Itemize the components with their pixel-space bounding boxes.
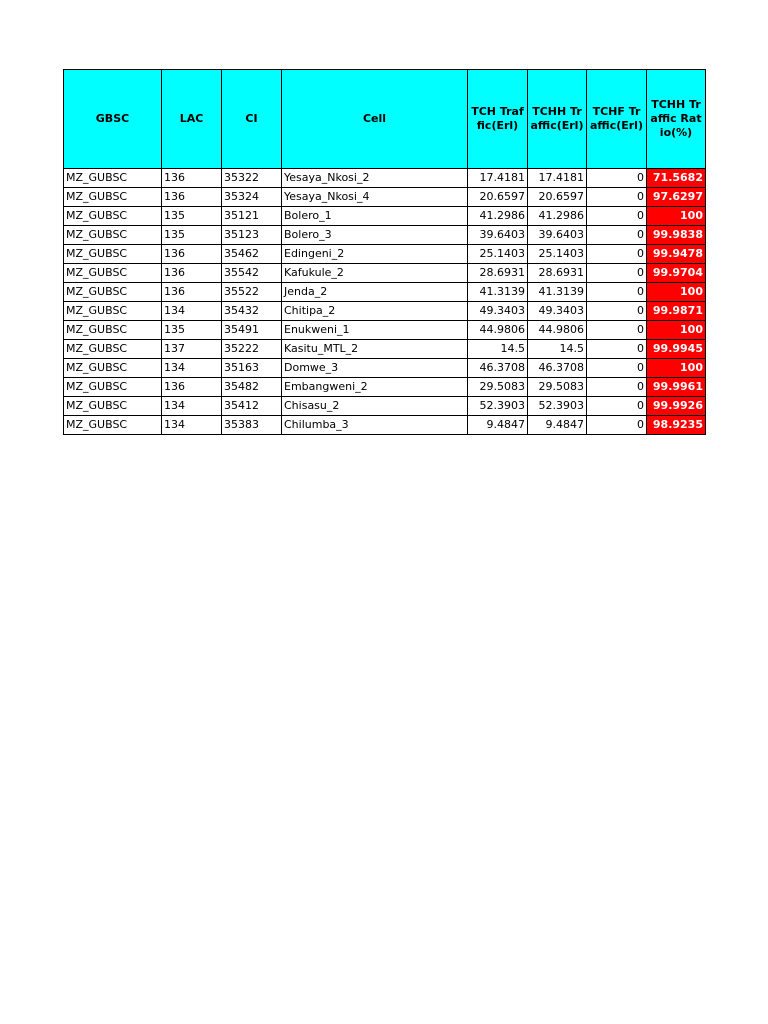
cell-tchh-ratio: 99.9478 [647, 245, 706, 264]
cell-lac: 136 [162, 245, 222, 264]
cell-tchh-traffic: 25.1403 [528, 245, 587, 264]
cell-name: Edingeni_2 [282, 245, 468, 264]
cell-tchh-ratio: 100 [647, 283, 706, 302]
cell-name: Enukweni_1 [282, 321, 468, 340]
cell-tch-traffic: 41.3139 [468, 283, 528, 302]
cell-lac: 136 [162, 378, 222, 397]
table-row [64, 397, 706, 416]
cell-tchf-traffic: 0 [587, 416, 647, 435]
cell-tchh-ratio: 99.9945 [647, 340, 706, 359]
cell-lac: 135 [162, 207, 222, 226]
cell-name: Chisasu_2 [282, 397, 468, 416]
cell-tchh-ratio: 100 [647, 359, 706, 378]
cell-tch-traffic: 28.6931 [468, 264, 528, 283]
cell-tchh-traffic: 41.2986 [528, 207, 587, 226]
cell-name: Domwe_3 [282, 359, 468, 378]
cell-lac: 134 [162, 416, 222, 435]
cell-tchh-traffic: 20.6597 [528, 188, 587, 207]
cell-tch-traffic: 29.5083 [468, 378, 528, 397]
cell-tchf-traffic: 0 [587, 378, 647, 397]
cell-gbsc: MZ_GUBSC [64, 302, 162, 321]
cell-tch-traffic: 9.4847 [468, 416, 528, 435]
cell-tchh-traffic: 41.3139 [528, 283, 587, 302]
cell-ci: 35432 [222, 302, 282, 321]
cell-tchh-traffic: 39.6403 [528, 226, 587, 245]
cell-lac: 136 [162, 283, 222, 302]
cell-gbsc: MZ_GUBSC [64, 321, 162, 340]
table-row [64, 245, 706, 264]
cell-tchh-traffic: 17.4181 [528, 169, 587, 188]
cell-name: Yesaya_Nkosi_4 [282, 188, 468, 207]
cell-gbsc: MZ_GUBSC [64, 283, 162, 302]
cell-name: Chitipa_2 [282, 302, 468, 321]
table-row [64, 207, 706, 226]
cell-gbsc: MZ_GUBSC [64, 359, 162, 378]
cell-tchh-ratio: 97.6297 [647, 188, 706, 207]
table-row [64, 321, 706, 340]
cell-ci: 35491 [222, 321, 282, 340]
table-row [64, 359, 706, 378]
header-lac: LAC [162, 70, 222, 169]
cell-gbsc: MZ_GUBSC [64, 340, 162, 359]
cell-gbsc: MZ_GUBSC [64, 397, 162, 416]
header-gbsc: GBSC [64, 70, 162, 169]
table-row [64, 416, 706, 435]
cell-ci: 35542 [222, 264, 282, 283]
cell-tchh-traffic: 44.9806 [528, 321, 587, 340]
cell-lac: 136 [162, 169, 222, 188]
cell-tchf-traffic: 0 [587, 188, 647, 207]
cell-tchf-traffic: 0 [587, 397, 647, 416]
cell-ci: 35123 [222, 226, 282, 245]
cell-ci: 35322 [222, 169, 282, 188]
cell-ci: 35462 [222, 245, 282, 264]
cell-lac: 136 [162, 188, 222, 207]
cell-tchh-traffic: 9.4847 [528, 416, 587, 435]
cell-lac: 134 [162, 359, 222, 378]
cell-tch-traffic: 14.5 [468, 340, 528, 359]
cell-tch-traffic: 46.3708 [468, 359, 528, 378]
cell-lac: 134 [162, 397, 222, 416]
cell-gbsc: MZ_GUBSC [64, 169, 162, 188]
cell-tchf-traffic: 0 [587, 302, 647, 321]
cell-tchf-traffic: 0 [587, 283, 647, 302]
cell-tchh-traffic: 29.5083 [528, 378, 587, 397]
cell-lac: 135 [162, 321, 222, 340]
cell-lac: 135 [162, 226, 222, 245]
cell-ci: 35121 [222, 207, 282, 226]
header-ci: CI [222, 70, 282, 169]
cell-name: Bolero_1 [282, 207, 468, 226]
cell-gbsc: MZ_GUBSC [64, 207, 162, 226]
cell-ci: 35522 [222, 283, 282, 302]
cell-tch-traffic: 41.2986 [468, 207, 528, 226]
cell-gbsc: MZ_GUBSC [64, 245, 162, 264]
table-row [64, 169, 706, 188]
cell-ci: 35482 [222, 378, 282, 397]
cell-name: Bolero_3 [282, 226, 468, 245]
cell-tch-traffic: 20.6597 [468, 188, 528, 207]
header-tch-traffic: TCH Traffic(Erl) [468, 70, 528, 169]
cell-gbsc: MZ_GUBSC [64, 264, 162, 283]
cell-ci: 35324 [222, 188, 282, 207]
cell-tchh-traffic: 46.3708 [528, 359, 587, 378]
cell-tchh-traffic: 52.3903 [528, 397, 587, 416]
cell-tchh-ratio: 99.9704 [647, 264, 706, 283]
cell-tch-traffic: 49.3403 [468, 302, 528, 321]
cell-tchh-ratio: 99.9838 [647, 226, 706, 245]
cell-gbsc: MZ_GUBSC [64, 416, 162, 435]
header-cell: Cell [282, 70, 468, 169]
header-tchf-traffic: TCHF Traffic(Erl) [587, 70, 647, 169]
cell-gbsc: MZ_GUBSC [64, 378, 162, 397]
cell-name: Jenda_2 [282, 283, 468, 302]
traffic-table [63, 69, 706, 435]
cell-tch-traffic: 25.1403 [468, 245, 528, 264]
header-row [64, 70, 706, 169]
cell-tchh-ratio: 99.9926 [647, 397, 706, 416]
cell-ci: 35383 [222, 416, 282, 435]
cell-tch-traffic: 39.6403 [468, 226, 528, 245]
table-row [64, 302, 706, 321]
cell-tchf-traffic: 0 [587, 340, 647, 359]
cell-ci: 35222 [222, 340, 282, 359]
cell-name: Embangweni_2 [282, 378, 468, 397]
cell-name: Kafukule_2 [282, 264, 468, 283]
cell-lac: 134 [162, 302, 222, 321]
cell-ci: 35163 [222, 359, 282, 378]
cell-tchh-traffic: 14.5 [528, 340, 587, 359]
cell-tchf-traffic: 0 [587, 359, 647, 378]
cell-tchf-traffic: 0 [587, 226, 647, 245]
cell-tchh-ratio: 99.9871 [647, 302, 706, 321]
cell-tchh-ratio: 98.9235 [647, 416, 706, 435]
cell-tchh-ratio: 100 [647, 207, 706, 226]
table-row [64, 378, 706, 397]
cell-lac: 136 [162, 264, 222, 283]
cell-name: Yesaya_Nkosi_2 [282, 169, 468, 188]
cell-name: Kasitu_MTL_2 [282, 340, 468, 359]
cell-tch-traffic: 52.3903 [468, 397, 528, 416]
cell-tchh-ratio: 100 [647, 321, 706, 340]
cell-tchh-traffic: 49.3403 [528, 302, 587, 321]
table-row [64, 188, 706, 207]
cell-gbsc: MZ_GUBSC [64, 226, 162, 245]
cell-tchf-traffic: 0 [587, 169, 647, 188]
cell-tchf-traffic: 0 [587, 321, 647, 340]
cell-tchh-ratio: 71.5682 [647, 169, 706, 188]
header-tchh-ratio: TCHH Traffic Ratio(%) [647, 70, 706, 169]
table-row [64, 226, 706, 245]
table-row [64, 264, 706, 283]
cell-tchh-ratio: 99.9961 [647, 378, 706, 397]
cell-lac: 137 [162, 340, 222, 359]
cell-tchh-traffic: 28.6931 [528, 264, 587, 283]
table-row [64, 283, 706, 302]
cell-ci: 35412 [222, 397, 282, 416]
cell-tchf-traffic: 0 [587, 245, 647, 264]
cell-tch-traffic: 17.4181 [468, 169, 528, 188]
table-row [64, 340, 706, 359]
cell-tchf-traffic: 0 [587, 264, 647, 283]
cell-gbsc: MZ_GUBSC [64, 188, 162, 207]
cell-name: Chilumba_3 [282, 416, 468, 435]
cell-tch-traffic: 44.9806 [468, 321, 528, 340]
cell-tchf-traffic: 0 [587, 207, 647, 226]
header-tchh-traffic: TCHH Traffic(Erl) [528, 70, 587, 169]
